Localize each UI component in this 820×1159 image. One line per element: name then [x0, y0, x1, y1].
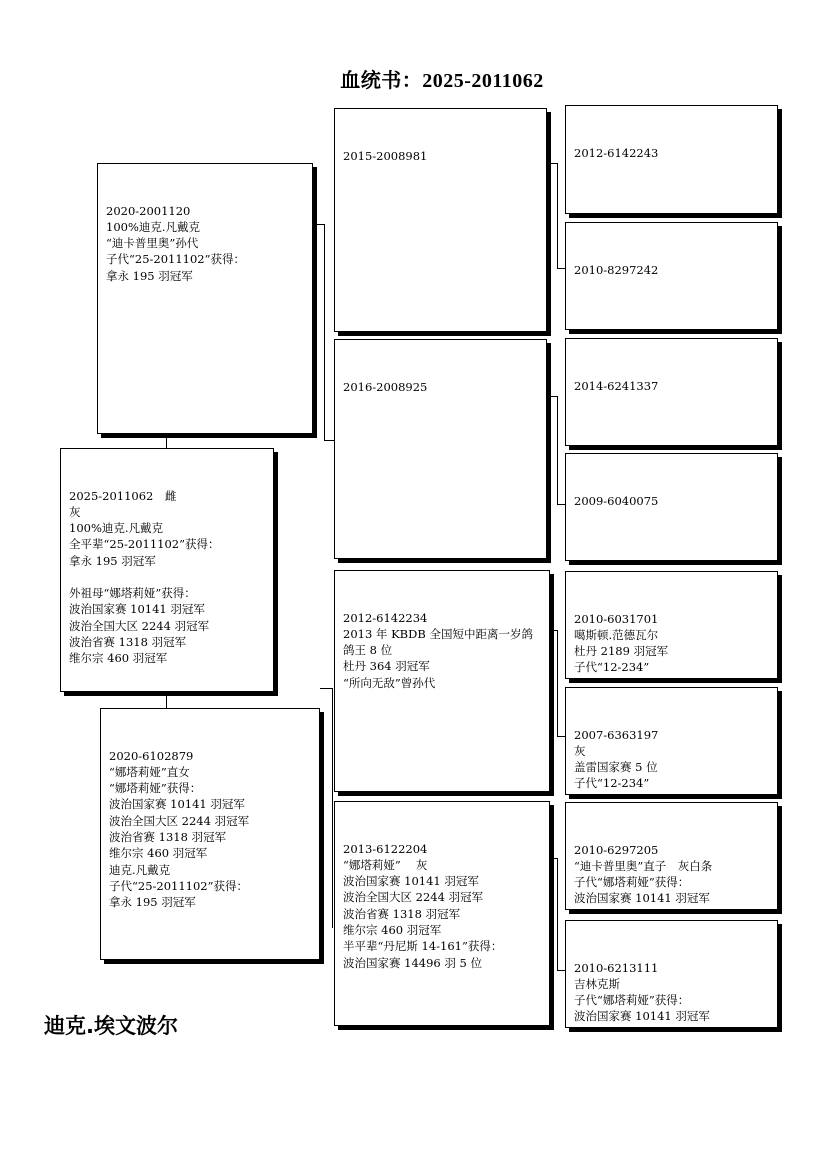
dam-dam-line: 维尔宗 460 羽冠军	[343, 923, 442, 938]
dam-dam-line: 波治国家赛 10141 羽冠军	[343, 874, 479, 889]
gg-line: “迪卡普里奥”直子 灰白条	[574, 858, 713, 873]
connector	[557, 970, 565, 971]
subject-line: 拿永 195 羽冠军	[69, 553, 156, 568]
gg-line: 杜丹 2189 羽冠军	[574, 644, 669, 659]
gg-line: 子代“娜塔莉娅”获得：	[574, 875, 690, 890]
gg-box	[565, 222, 778, 330]
gg-line: 吉林克斯	[574, 976, 620, 991]
connector	[547, 163, 557, 164]
connector	[557, 268, 565, 269]
connector	[550, 858, 557, 859]
dam-dam-line: 波治全国大区 2244 羽冠军	[343, 890, 484, 905]
dam-dam-line: “娜塔莉娅” 灰	[343, 857, 428, 872]
gg-line: 子代“12-234”	[574, 660, 650, 675]
gg-line: 2007-6363197	[574, 727, 659, 742]
gg-box	[565, 920, 778, 1028]
connector	[166, 692, 167, 708]
gg-line: 2010-8297242	[574, 262, 659, 277]
dam-dam-line: 2013-6122204	[343, 841, 428, 856]
dam-sire-line: 2012-6142234	[343, 610, 428, 625]
sire-sire-line: 2015-2008981	[343, 148, 428, 163]
dam-line: 波治全国大区 2244 羽冠军	[109, 813, 250, 828]
connector	[324, 224, 325, 440]
gg-line: 噶斯顿.范德瓦尔	[574, 627, 659, 642]
dam-line: 2020-6102879	[109, 748, 194, 763]
sire-line: 2020-2001120	[106, 203, 191, 218]
connector	[557, 630, 558, 736]
dam-dam-box	[334, 801, 550, 1026]
connector	[557, 858, 558, 970]
dam-box	[100, 708, 320, 960]
gg-line: 2014-6241337	[574, 378, 659, 393]
gg-box	[565, 453, 778, 561]
subject-line: 全平辈“25-2011102”获得：	[69, 537, 220, 552]
dam-line: 迪克.凡戴克	[109, 862, 171, 877]
sire-sire-box	[334, 108, 547, 332]
subject-line: 波治全国大区 2244 羽冠军	[69, 618, 210, 633]
gg-line: 2012-6142243	[574, 145, 659, 160]
gg-box	[565, 802, 778, 910]
connector	[557, 396, 558, 504]
dam-line: “娜塔莉娅”直女	[109, 764, 190, 779]
gg-line: 2010-6297205	[574, 842, 659, 857]
subject-box	[60, 448, 274, 692]
connector	[332, 688, 333, 928]
dam-sire-box	[334, 570, 550, 792]
connector	[557, 504, 565, 505]
gg-line: 灰	[574, 743, 586, 758]
gg-line: 2010-6031701	[574, 611, 659, 626]
connector	[324, 440, 334, 441]
subject-line: 外祖母“娜塔莉娅”获得：	[69, 586, 196, 601]
subject-line: 波治国家赛 10141 羽冠军	[69, 602, 205, 617]
subject-line: 2025-2011062 雌	[69, 488, 177, 503]
connector	[557, 163, 558, 268]
dam-sire-line: “所向无敌”曾孙代	[343, 675, 436, 690]
gg-line: 2010-6213111	[574, 960, 659, 975]
connector	[557, 736, 565, 737]
dam-dam-line: 半平辈“丹尼斯 14-161”获得：	[343, 939, 503, 954]
gg-box	[565, 338, 778, 446]
sire-line: 100%迪克.凡戴克	[106, 219, 201, 234]
gg-line: 2009-6040075	[574, 493, 659, 508]
dam-dam-line: 波治省赛 1318 羽冠军	[343, 906, 461, 921]
dam-sire-line: 鸽王 8 位	[343, 643, 393, 658]
gg-box	[565, 571, 778, 679]
gg-line: 子代“娜塔莉娅”获得：	[574, 993, 690, 1008]
gg-line: 盖雷国家赛 5 位	[574, 760, 658, 775]
subject-line: 100%迪克.凡戴克	[69, 521, 164, 536]
gg-line: 子代“12-234”	[574, 776, 650, 791]
connector	[550, 630, 557, 631]
subject-line: 波治省赛 1318 羽冠军	[69, 634, 187, 649]
dam-sire-line: 杜丹 364 羽冠军	[343, 659, 430, 674]
gg-line: 波治国家赛 10141 羽冠军	[574, 891, 710, 906]
gg-box	[565, 105, 778, 214]
subject-line	[69, 569, 265, 585]
gg-line: 波治国家赛 10141 羽冠军	[574, 1009, 710, 1024]
sire-line: “迪卡普里奥”孙代	[106, 236, 199, 251]
connector	[547, 396, 557, 397]
gg-box	[565, 687, 778, 795]
sire-box	[97, 163, 313, 434]
dam-line: 维尔宗 460 羽冠军	[109, 846, 208, 861]
connector	[166, 434, 167, 448]
subject-line: 维尔宗 460 羽冠军	[69, 651, 168, 666]
sire-dam-line: 2016-2008925	[343, 379, 428, 394]
dam-line: 波治省赛 1318 羽冠军	[109, 830, 227, 845]
dam-line: 拿永 195 羽冠军	[109, 895, 196, 910]
dam-dam-line: 波治国家赛 14496 羽 5 位	[343, 955, 483, 970]
pedigree-title: 血统书：2025-2011062	[340, 70, 544, 92]
sire-dam-box	[334, 339, 547, 559]
sire-line: 拿永 195 羽冠军	[106, 268, 193, 283]
dam-sire-line: 2013 年 KBDB 全国短中距离一岁鸽	[343, 626, 533, 641]
subject-line: 灰	[69, 504, 81, 519]
sire-line: 子代“25-2011102”获得：	[106, 252, 245, 267]
dam-line: “娜塔莉娅”获得：	[109, 781, 202, 796]
breeder-signature: 迪克.埃文波尔	[44, 1014, 178, 1038]
dam-line: 波治国家赛 10141 羽冠军	[109, 797, 245, 812]
dam-line: 子代“25-2011102”获得：	[109, 878, 248, 893]
